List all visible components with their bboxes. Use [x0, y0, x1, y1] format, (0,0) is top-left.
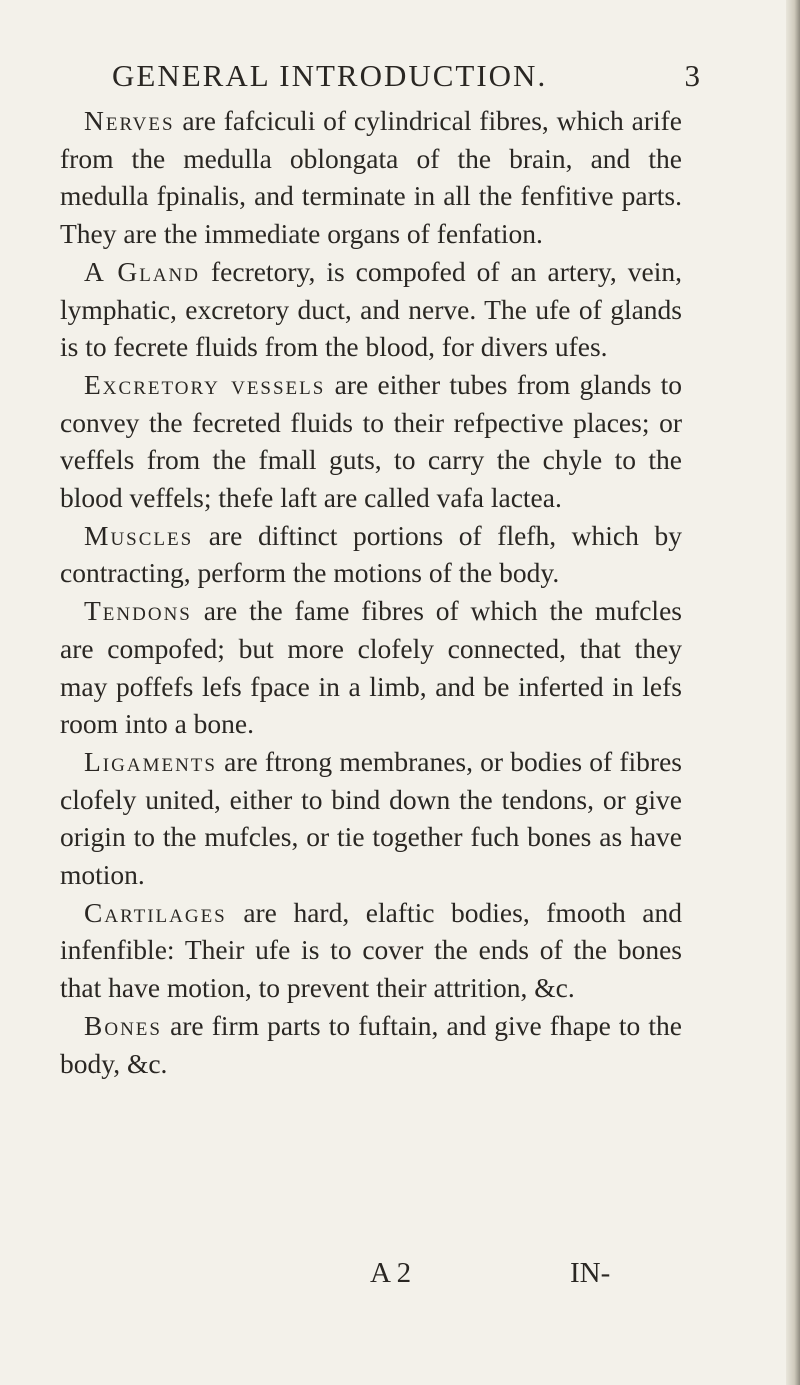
definition-tendons — [60, 592, 682, 743]
definition-text: fecretory, is compofed of an artery, vein, lymphatic, excretory duct, and nerve. The ufe of glands is to fecrete fluids from the blood, for divers ufes. — [60, 255, 682, 363]
term-tendons: Tendons — [84, 595, 192, 627]
term-gland: A Gland — [84, 255, 200, 287]
definition-ligaments — [60, 743, 682, 894]
definition-text: are either tubes from glands to convey the fecreted fluids to their refpective places; or veffels from the fmall guts, to carry the chyle to the blood veffels; thefe laft are called vafa lactea. — [60, 368, 682, 514]
page-number: 3 — [684, 58, 702, 93]
term-bones: Bones — [84, 1009, 162, 1041]
definition-gland — [60, 253, 682, 366]
definition-excretory-vessels — [60, 366, 682, 517]
term-ligaments: Ligaments — [84, 745, 217, 777]
term-excretory-vessels: Excretory vessels — [84, 368, 326, 400]
definition-text: are ftrong membranes, or bodies of fibres clofely united, either to bind down the tendons, or give origin to the mufcles, or tie together fuch bones as have motion. — [60, 745, 682, 891]
definition-text: are the fame fibres of which the mufcles are compofed; but more clofely connected, that they may poffefs lefs fpace in a limb, and be inferted in lefs room into a bone. — [60, 595, 682, 740]
term-muscles: Muscles — [84, 519, 194, 551]
definition-muscles — [60, 517, 682, 592]
definition-text: are diftinct portions of flefh, which by contracting, perform the motions of the body. — [60, 519, 682, 589]
signature-mark: A 2 — [370, 1257, 412, 1289]
definition-text: are firm parts to fuftain, and give fhape to the body, &c. — [60, 1009, 682, 1079]
page-binding-edge — [786, 0, 800, 1385]
running-head — [112, 58, 702, 94]
page-footer — [370, 1255, 690, 1291]
definition-text: are hard, elaftic bodies, fmooth and infenfible: Their ufe is to cover the ends of the bones that have motion, to prevent their attrition, &c. — [60, 896, 682, 1004]
definition-bones — [60, 1007, 682, 1082]
definition-text: are fafciculi of cylindrical fibres, which arife from the medulla oblongata of the brain, and the medulla fpinalis, and terminate in all the fenfitive parts. They are the immediate organs of fenfation. — [60, 105, 682, 250]
definition-nerves — [60, 102, 682, 253]
catchword: IN- — [570, 1257, 611, 1289]
running-title: GENERAL INTRODUCTION. — [112, 58, 548, 93]
body-text — [60, 102, 682, 1082]
term-cartilages: Cartilages — [84, 896, 227, 928]
term-nerves: Nerves — [84, 105, 175, 136]
definition-cartilages — [60, 894, 682, 1007]
